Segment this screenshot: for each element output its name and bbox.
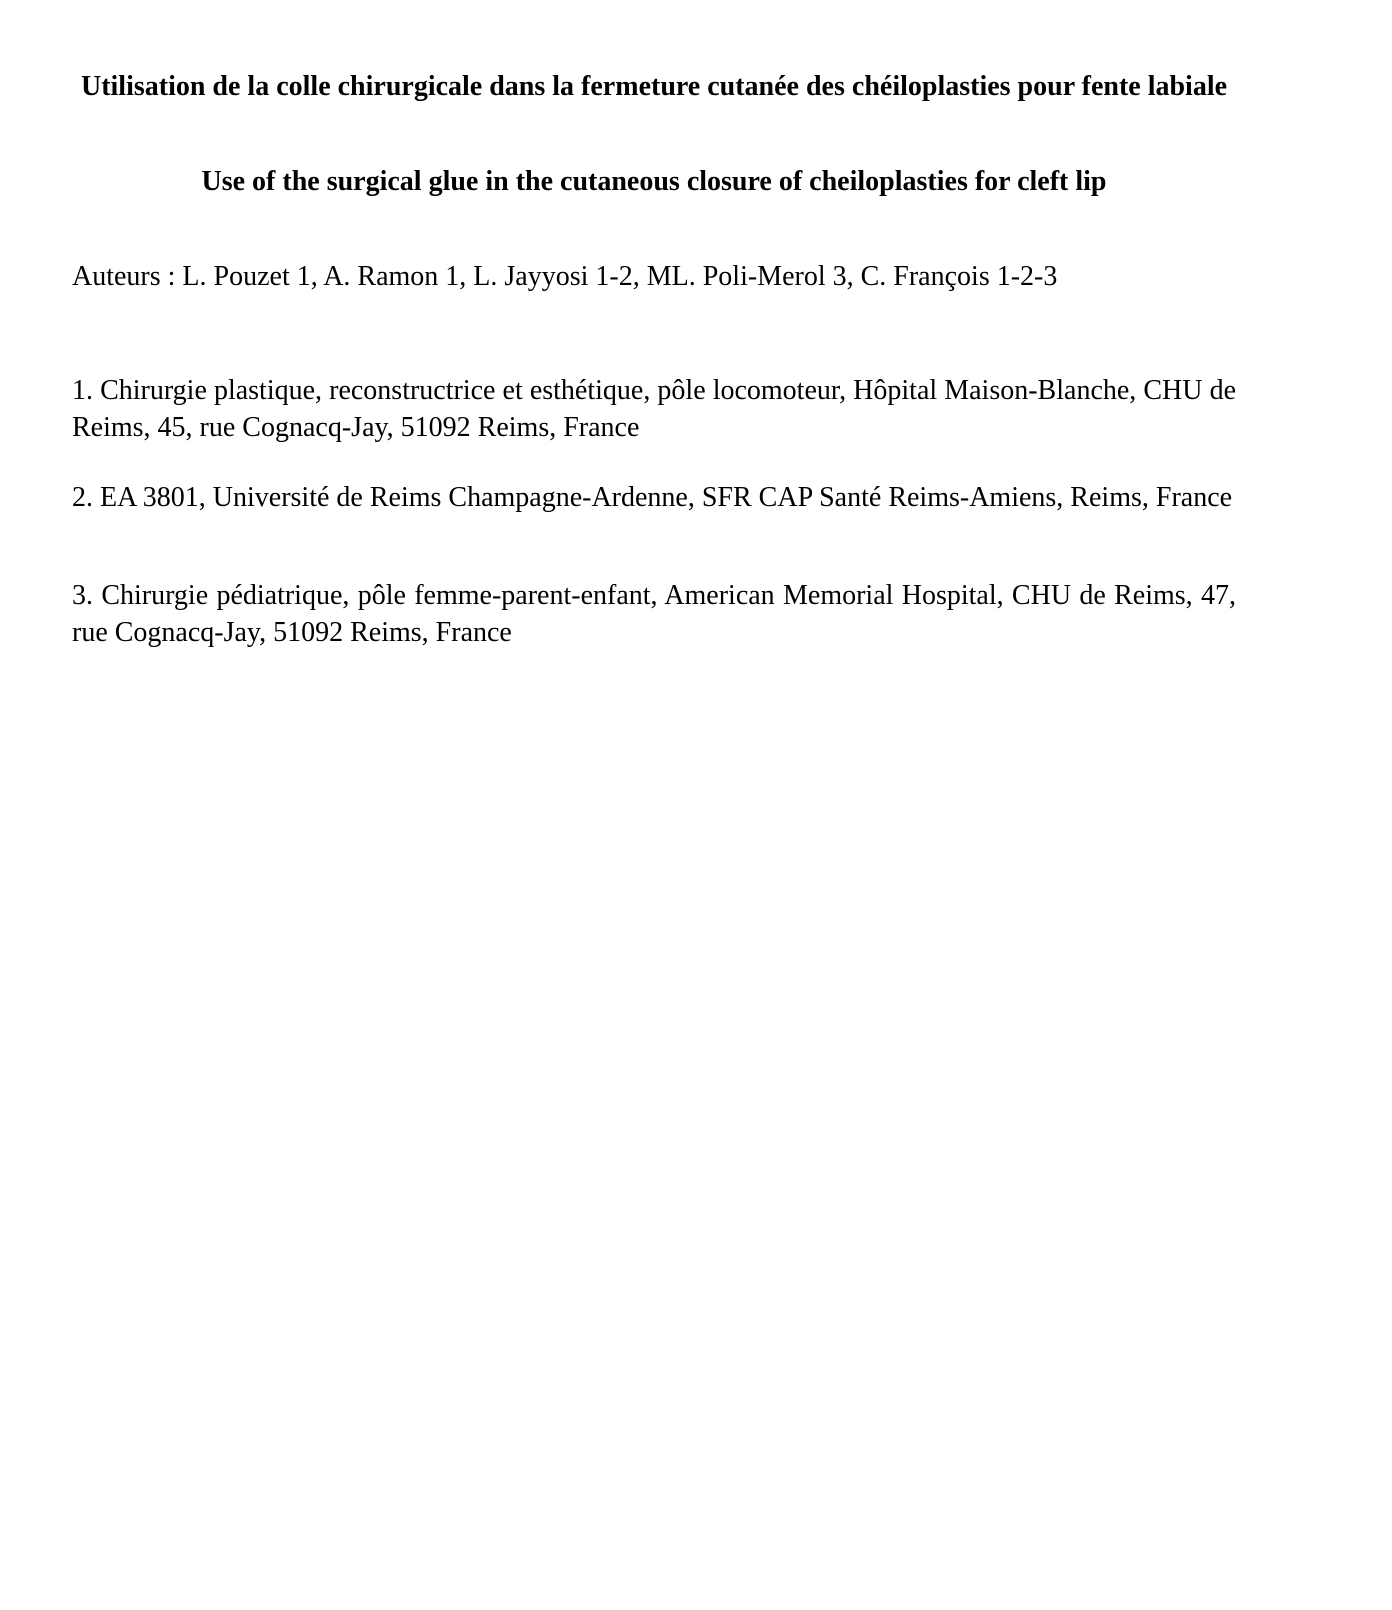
authors-line: Auteurs : L. Pouzet 1, A. Ramon 1, L. Jayyosi 1-2, ML. Poli-Merol 3, C. François 1-2-3 — [72, 261, 1058, 292]
affiliation-3: 3. Chirurgie pédiatrique, pôle femme-parent-enfant, American Memorial Hospital, CHU de Reims, 47, rue Cognacq-Jay, 51092 Reims, France — [72, 580, 1236, 648]
title-french: Utilisation de la colle chirurgicale dans la fermeture cutanée des chéiloplasties pour fente labiale — [80, 71, 1228, 102]
title-english: Use of the surgical glue in the cutaneous closure of cheiloplasties for cleft lip — [201, 166, 1107, 197]
affiliation-2: 2. EA 3801, Université de Reims Champagne-Ardenne, SFR CAP Santé Reims-Amiens, Reims, France — [72, 482, 1233, 513]
affiliation-1: 1. Chirurgie plastique, reconstructrice et esthétique, pôle locomoteur, Hôpital Maison-Blanche, CHU de Reims, 45, rue Cognacq-Jay, 51092 Reims, France — [72, 375, 1236, 443]
